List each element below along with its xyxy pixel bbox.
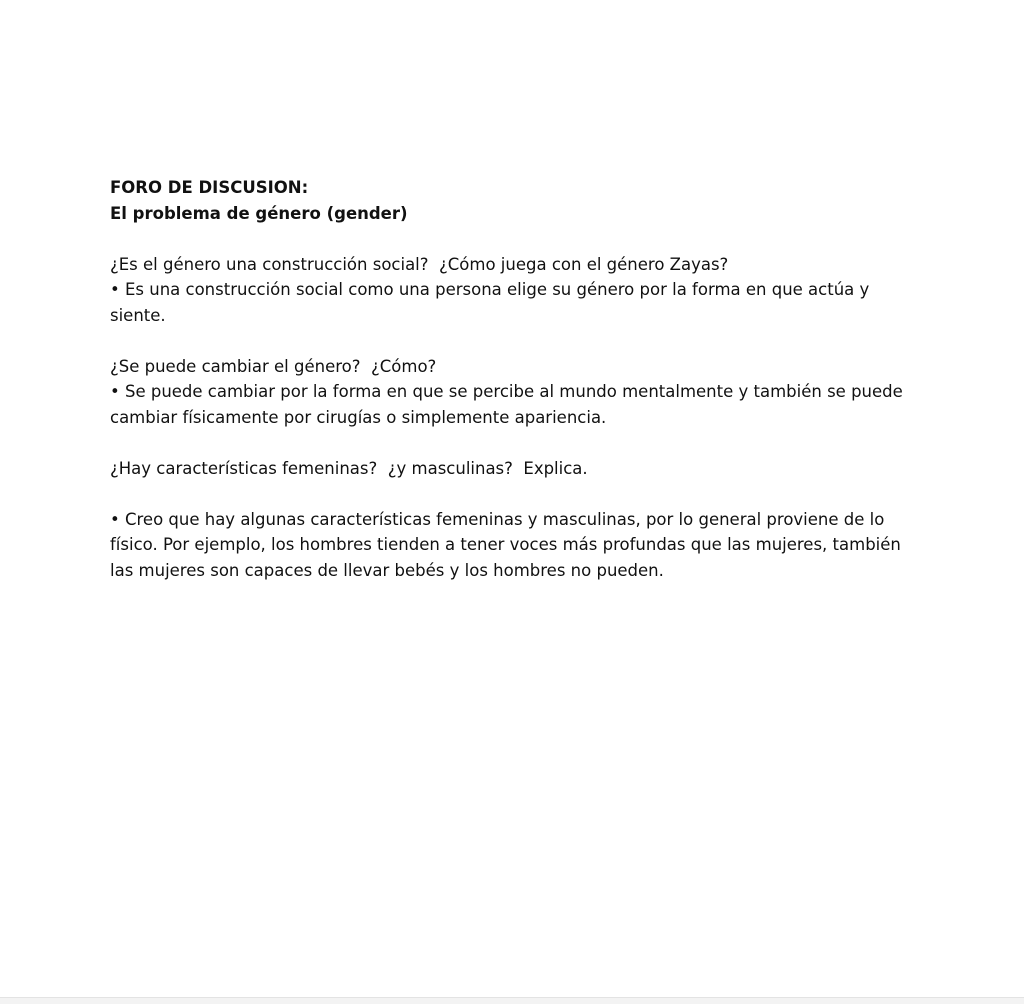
answer-1: • Es una construcción social como una persona elige su género por la forma en que actúa y siente. — [110, 280, 875, 325]
question-2: ¿Se puede cambiar el género? ¿Cómo? — [110, 356, 437, 376]
bottom-edge — [0, 998, 1024, 1004]
spacer — [110, 226, 925, 252]
document-subtitle: El problema de género (gender) — [110, 203, 408, 223]
question-1: ¿Es el género una construcción social? ¿Cómo juega con el género Zayas? — [110, 254, 729, 274]
question-3: ¿Hay características femeninas? ¿y masculinas? Explica. — [110, 458, 588, 478]
document-body — [110, 175, 925, 583]
spacer — [110, 430, 925, 456]
spacer — [110, 481, 925, 507]
answer-3: • Creo que hay algunas características femeninas y masculinas, por lo general proviene de lo físico. Por ejemplo, los hombres tienden a tener voces más profundas que las mujeres, también las mujeres son capaces de llevar bebés y los hombres no pueden. — [110, 509, 907, 580]
answer-2: • Se puede cambiar por la forma en que se percibe al mundo mentalmente y también se puede cambiar físicamente por cirugías o simplemente apariencia. — [110, 382, 909, 427]
document-title: FORO DE DISCUSION: — [110, 178, 309, 197]
spacer — [110, 328, 925, 354]
